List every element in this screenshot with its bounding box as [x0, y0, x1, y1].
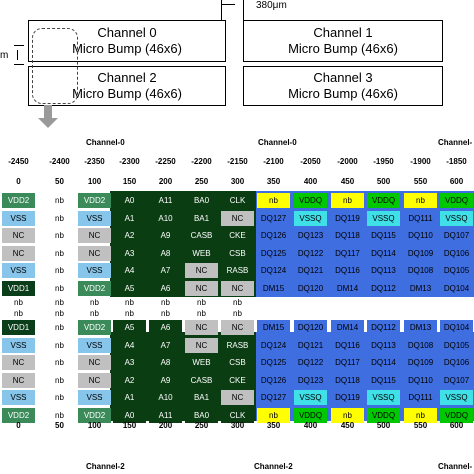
channel-0-desc: Micro Bump (46x6): [72, 41, 182, 56]
grid_top-bump-r0-c12: VDDQ: [440, 193, 473, 208]
x-coord-0: -2450: [8, 157, 29, 166]
grid_mid-bump-r1-c4: nb: [149, 308, 182, 319]
grid_bottom-bump-r3-c10: DQ115: [367, 373, 400, 388]
grid_top-bump-r3-c4: A8: [149, 246, 182, 261]
grid_top-bump-r5-c11: DM13: [404, 281, 437, 296]
grid_top-bump-r2-c1: nb: [43, 228, 76, 243]
grid_top-bump-r0-c6: CLK: [221, 193, 254, 208]
channel-2-name: Channel 2: [97, 70, 157, 85]
grid_bottom-bump-r3-c6: CKE: [221, 373, 254, 388]
x-coord-8: -2050: [300, 157, 321, 166]
channel-label-bottom-1: Channel-2: [254, 462, 293, 471]
grid_top-bump-r1-c10: VSSQ: [367, 211, 400, 226]
y-coord-bottom-7: 350: [266, 421, 281, 430]
grid_bottom-bump-r5-c9: nb: [331, 408, 364, 423]
grid_bottom-bump-r4-c11: DQ111: [404, 390, 437, 405]
grid_top-bump-r3-c10: DQ114: [367, 246, 400, 261]
grid_top-bump-r2-c3: A2: [113, 228, 146, 243]
grid_mid-bump-r0-c6: nb: [221, 297, 254, 308]
grid_top-bump-r5-c3: A5: [113, 281, 146, 296]
grid_top-bump-r5-c5: NC: [185, 281, 218, 296]
grid_bottom-bump-r4-c1: nb: [43, 390, 76, 405]
grid_top-bump-r0-c2: VDD2: [78, 193, 111, 208]
y-coord-bottom-1: 50: [55, 421, 64, 430]
grid_top-bump-r0-c4: A11: [149, 193, 182, 208]
grid_top-bump-r0-c9: nb: [331, 193, 364, 208]
y-coord-bottom-2: 100: [87, 421, 102, 430]
grid_top-bump-r2-c4: A9: [149, 228, 182, 243]
y-coord-top-9: 450: [340, 177, 355, 186]
grid_top-bump-r3-c9: DQ117: [331, 246, 364, 261]
y-coord-bottom-5: 250: [194, 421, 209, 430]
y-coord-top-7: 350: [266, 177, 281, 186]
grid_bottom-bump-r0-c1: nb: [43, 320, 76, 335]
y-coord-bottom-4: 200: [158, 421, 173, 430]
x-coord-7: -2100: [263, 157, 284, 166]
grid_bottom-bump-r2-c9: DQ117: [331, 355, 364, 370]
grid_bottom-bump-r5-c7: nb: [257, 408, 290, 423]
grid_bottom-bump-r4-c3: A1: [113, 390, 146, 405]
x-coord-10: -1950: [373, 157, 394, 166]
channel-label-top-2: Channel-: [438, 138, 473, 147]
grid_bottom-bump-r2-c4: A8: [149, 355, 182, 370]
y-coord-top-0: 0: [16, 177, 21, 186]
y-coord-bottom-9: 450: [340, 421, 355, 430]
grid_top-bump-r2-c5: CASB: [185, 228, 218, 243]
channel-label-top-0: Channel-0: [86, 138, 125, 147]
grid_bottom-bump-r2-c1: nb: [43, 355, 76, 370]
grid_bottom-bump-r5-c11: nb: [404, 408, 437, 423]
grid_top-bump-r4-c1: nb: [43, 263, 76, 278]
grid_top-bump-r5-c7: DM15: [257, 281, 290, 296]
grid_bottom-bump-r0-c12: DQ104: [440, 320, 473, 335]
dimension-arrow: [221, 4, 235, 5]
y-coord-bottom-3: 150: [122, 421, 137, 430]
grid_bottom-bump-r1-c5: NC: [185, 338, 218, 353]
grid_bottom-bump-r1-c11: DQ108: [404, 338, 437, 353]
y-coord-top-11: 550: [413, 177, 428, 186]
grid_mid-bump-r0-c3: nb: [113, 297, 146, 308]
grid_bottom-bump-r1-c1: nb: [43, 338, 76, 353]
grid_top-bump-r1-c4: A10: [149, 211, 182, 226]
grid_bottom-bump-r4-c8: VSSQ: [294, 390, 327, 405]
y-coord-top-12: 600: [449, 177, 464, 186]
grid_top-bump-r5-c8: DQ120: [294, 281, 327, 296]
grid_top-bump-r4-c3: A4: [113, 263, 146, 278]
grid_bottom-bump-r0-c7: DM15: [257, 320, 290, 335]
y-coord-bottom-0: 0: [16, 421, 21, 430]
y-coord-bottom-6: 300: [230, 421, 245, 430]
grid_bottom-bump-r4-c5: BA1: [185, 390, 218, 405]
y-coord-bottom-12: 600: [449, 421, 464, 430]
x-coord-5: -2200: [191, 157, 212, 166]
grid_top-bump-r1-c9: DQ119: [331, 211, 364, 226]
grid_bottom-bump-r3-c0: NC: [2, 373, 35, 388]
channel-2-desc: Micro Bump (46x6): [72, 86, 182, 101]
x-coord-3: -2300: [119, 157, 140, 166]
grid_top-bump-r1-c12: VSSQ: [440, 211, 473, 226]
grid_top-bump-r3-c12: DQ106: [440, 246, 473, 261]
grid_top-bump-r3-c1: nb: [43, 246, 76, 261]
zoom-arrow-shaft: [44, 105, 52, 119]
channel-3-name: Channel 3: [313, 70, 373, 85]
grid_bottom-bump-r4-c9: DQ119: [331, 390, 364, 405]
grid_top-bump-r4-c12: DQ105: [440, 263, 473, 278]
grid_top-bump-r2-c7: DQ126: [257, 228, 290, 243]
grid_bottom-bump-r3-c3: A2: [113, 373, 146, 388]
grid_mid-bump-r1-c5: nb: [185, 308, 218, 319]
grid_top-bump-r2-c0: NC: [2, 228, 35, 243]
grid_top-bump-r3-c2: NC: [78, 246, 111, 261]
grid_bottom-bump-r0-c5: NC: [185, 320, 218, 335]
grid_top-bump-r5-c9: DM14: [331, 281, 364, 296]
grid_top-bump-r5-c4: A6: [149, 281, 182, 296]
y-coord-top-2: 100: [87, 177, 102, 186]
grid_bottom-bump-r5-c5: BA0: [185, 408, 218, 423]
m-arrow-vert: [17, 50, 18, 60]
x-coord-6: -2150: [227, 157, 248, 166]
grid_mid-bump-r0-c0: nb: [2, 297, 35, 308]
grid_bottom-bump-r2-c12: DQ106: [440, 355, 473, 370]
grid_top-bump-r0-c7: nb: [257, 193, 290, 208]
grid_bottom-bump-r2-c10: DQ114: [367, 355, 400, 370]
grid_top-bump-r0-c3: A0: [113, 193, 146, 208]
grid_top-bump-r4-c8: DQ121: [294, 263, 327, 278]
channel-3-desc: Micro Bump (46x6): [288, 86, 398, 101]
grid_bottom-bump-r4-c12: VSSQ: [440, 390, 473, 405]
grid_bottom-bump-r1-c6: RASB: [221, 338, 254, 353]
grid_top-bump-r1-c3: A1: [113, 211, 146, 226]
grid_bottom-bump-r1-c9: DQ116: [331, 338, 364, 353]
grid_top-bump-r2-c11: DQ110: [404, 228, 437, 243]
grid_top-bump-r4-c4: A7: [149, 263, 182, 278]
grid_bottom-bump-r3-c11: DQ110: [404, 373, 437, 388]
grid_top-bump-r2-c10: DQ115: [367, 228, 400, 243]
grid_top-bump-r3-c3: A3: [113, 246, 146, 261]
x-coord-11: -1900: [410, 157, 431, 166]
grid_bottom-bump-r0-c4: A6: [149, 320, 182, 335]
channel-1-desc: Micro Bump (46x6): [288, 41, 398, 56]
y-coord-bottom-8: 400: [303, 421, 318, 430]
x-coord-4: -2250: [155, 157, 176, 166]
grid_top-bump-r4-c7: DQ124: [257, 263, 290, 278]
grid_mid-bump-r0-c2: nb: [78, 297, 111, 308]
grid_top-bump-r3-c7: DQ125: [257, 246, 290, 261]
channel-0-name: Channel 0: [97, 25, 157, 40]
grid_top-bump-r0-c11: nb: [404, 193, 437, 208]
y-coord-top-4: 200: [158, 177, 173, 186]
m-arrow-line: [14, 45, 24, 46]
grid_top-bump-r1-c6: NC: [221, 211, 254, 226]
grid_top-bump-r3-c11: DQ109: [404, 246, 437, 261]
grid_bottom-bump-r2-c2: NC: [78, 355, 111, 370]
grid_top-bump-r5-c1: nb: [43, 281, 76, 296]
grid_top-bump-r5-c2: VDD2: [78, 281, 111, 296]
grid_top-bump-r3-c0: NC: [2, 246, 35, 261]
grid_top-bump-r4-c11: DQ108: [404, 263, 437, 278]
grid_bottom-bump-r1-c10: DQ113: [367, 338, 400, 353]
y-coord-top-6: 300: [230, 177, 245, 186]
grid_bottom-bump-r0-c6: NC: [221, 320, 254, 335]
grid_top-bump-r0-c8: VDDQ: [294, 193, 327, 208]
grid_mid-bump-r1-c1: nb: [43, 308, 76, 319]
grid_top-bump-r2-c9: DQ118: [331, 228, 364, 243]
grid_bottom-bump-r1-c3: A4: [113, 338, 146, 353]
grid_bottom-bump-r2-c7: DQ125: [257, 355, 290, 370]
grid_bottom-bump-r0-c9: DM14: [331, 320, 364, 335]
grid_mid-bump-r1-c3: nb: [113, 308, 146, 319]
grid_top-bump-r5-c12: DQ104: [440, 281, 473, 296]
channel-label-bottom-2: Channel-: [438, 462, 473, 471]
grid_bottom-bump-r3-c4: A9: [149, 373, 182, 388]
grid_bottom-bump-r0-c0: VDD1: [2, 320, 35, 335]
x-coord-9: -2000: [337, 157, 358, 166]
grid_top-bump-r1-c0: VSS: [2, 211, 35, 226]
grid_top-bump-r4-c9: DQ116: [331, 263, 364, 278]
y-coord-top-3: 150: [122, 177, 137, 186]
grid_bottom-bump-r3-c8: DQ123: [294, 373, 327, 388]
grid_bottom-bump-r4-c10: VSSQ: [367, 390, 400, 405]
channel-1-box: [243, 20, 443, 62]
grid_bottom-bump-r3-c12: DQ107: [440, 373, 473, 388]
grid_top-bump-r5-c10: DQ112: [367, 281, 400, 296]
y-coord-bottom-11: 550: [413, 421, 428, 430]
grid_bottom-bump-r0-c11: DM13: [404, 320, 437, 335]
zoom-arrow-head: [38, 118, 58, 128]
y-coord-top-5: 250: [194, 177, 209, 186]
grid_bottom-bump-r0-c2: VDD2: [78, 320, 111, 335]
grid_mid-bump-r0-c1: nb: [43, 297, 76, 308]
grid_top-bump-r2-c6: CKE: [221, 228, 254, 243]
grid_mid-bump-r1-c6: nb: [221, 308, 254, 319]
grid_top-bump-r3-c6: CSB: [221, 246, 254, 261]
grid_mid-bump-r0-c4: nb: [149, 297, 182, 308]
grid_bottom-bump-r5-c10: VDDQ: [367, 408, 400, 423]
grid_top-bump-r3-c8: DQ122: [294, 246, 327, 261]
grid_bottom-bump-r1-c4: A7: [149, 338, 182, 353]
grid_bottom-bump-r2-c3: A3: [113, 355, 146, 370]
x-coord-1: -2400: [49, 157, 70, 166]
grid_top-bump-r1-c7: DQ127: [257, 211, 290, 226]
grid_top-bump-r1-c1: nb: [43, 211, 76, 226]
x-coord-2: -2350: [84, 157, 105, 166]
m-arrow-line-2: [14, 64, 24, 65]
channel-label-top-1: Channel-0: [258, 138, 297, 147]
grid_top-bump-r4-c5: NC: [185, 263, 218, 278]
grid_bottom-bump-r3-c9: DQ118: [331, 373, 364, 388]
grid_bottom-bump-r5-c6: CLK: [221, 408, 254, 423]
channel-3-box: [243, 66, 443, 106]
grid_top-bump-r5-c0: VDD1: [2, 281, 35, 296]
grid_bottom-bump-r1-c8: DQ121: [294, 338, 327, 353]
grid_top-bump-r1-c2: VSS: [78, 211, 111, 226]
grid_bottom-bump-r2-c0: NC: [2, 355, 35, 370]
grid_bottom-bump-r2-c8: DQ122: [294, 355, 327, 370]
grid_bottom-bump-r2-c6: CSB: [221, 355, 254, 370]
m-label: m: [0, 50, 9, 61]
grid_top-bump-r4-c6: RASB: [221, 263, 254, 278]
grid_top-bump-r1-c5: BA1: [185, 211, 218, 226]
grid_bottom-bump-r2-c11: DQ109: [404, 355, 437, 370]
grid_top-bump-r0-c5: BA0: [185, 193, 218, 208]
grid_top-bump-r1-c8: VSSQ: [294, 211, 327, 226]
x-coord-12: -1850: [446, 157, 467, 166]
grid_bottom-bump-r0-c8: DQ120: [294, 320, 327, 335]
grid_top-bump-r0-c1: nb: [43, 193, 76, 208]
y-coord-bottom-10: 500: [376, 421, 391, 430]
grid_mid-bump-r1-c0: nb: [2, 308, 35, 319]
grid_top-bump-r4-c2: VSS: [78, 263, 111, 278]
grid_bottom-bump-r3-c5: CASB: [185, 373, 218, 388]
grid_top-bump-r4-c10: DQ113: [367, 263, 400, 278]
grid_bottom-bump-r0-c10: DQ112: [367, 320, 400, 335]
grid_top-bump-r4-c0: VSS: [2, 263, 35, 278]
grid_mid-bump-r0-c5: nb: [185, 297, 218, 308]
channel-label-bottom-0: Channel-2: [86, 462, 125, 471]
channel-1-name: Channel 1: [313, 25, 373, 40]
dimension-line-right: [243, 0, 244, 20]
grid_bottom-bump-r5-c1: nb: [43, 408, 76, 423]
grid_bottom-bump-r4-c6: NC: [221, 390, 254, 405]
zoom-region-outline: [32, 28, 78, 104]
grid_bottom-bump-r4-c2: VSS: [78, 390, 111, 405]
grid_bottom-bump-r1-c0: VSS: [2, 338, 35, 353]
grid_bottom-bump-r5-c4: A11: [149, 408, 182, 423]
grid_bottom-bump-r4-c0: VSS: [2, 390, 35, 405]
grid_bottom-bump-r2-c5: WEB: [185, 355, 218, 370]
grid_bottom-bump-r1-c2: VSS: [78, 338, 111, 353]
y-coord-top-8: 400: [303, 177, 318, 186]
grid_bottom-bump-r3-c7: DQ126: [257, 373, 290, 388]
y-coord-top-1: 50: [55, 177, 64, 186]
grid_bottom-bump-r5-c0: VDD2: [2, 408, 35, 423]
grid_bottom-bump-r3-c1: nb: [43, 373, 76, 388]
grid_bottom-bump-r5-c2: VDD2: [78, 408, 111, 423]
grid_top-bump-r3-c5: WEB: [185, 246, 218, 261]
grid_bottom-bump-r5-c3: A0: [113, 408, 146, 423]
grid_top-bump-r0-c10: VDDQ: [367, 193, 400, 208]
y-coord-top-10: 500: [376, 177, 391, 186]
grid_bottom-bump-r1-c12: DQ105: [440, 338, 473, 353]
grid_top-bump-r5-c6: NC: [221, 281, 254, 296]
dimension-label: 380μm: [256, 0, 287, 11]
grid_bottom-bump-r4-c4: A10: [149, 390, 182, 405]
grid_top-bump-r0-c0: VDD2: [2, 193, 35, 208]
grid_bottom-bump-r0-c3: A5: [113, 320, 146, 335]
grid_top-bump-r2-c2: NC: [78, 228, 111, 243]
grid_mid-bump-r1-c2: nb: [78, 308, 111, 319]
grid_top-bump-r2-c12: DQ107: [440, 228, 473, 243]
grid_bottom-bump-r5-c8: VDDQ: [294, 408, 327, 423]
grid_bottom-bump-r3-c2: NC: [78, 373, 111, 388]
grid_top-bump-r2-c8: DQ123: [294, 228, 327, 243]
grid_bottom-bump-r1-c7: DQ124: [257, 338, 290, 353]
grid_top-bump-r1-c11: DQ111: [404, 211, 437, 226]
grid_bottom-bump-r4-c7: DQ127: [257, 390, 290, 405]
grid_bottom-bump-r5-c12: VDDQ: [440, 408, 473, 423]
